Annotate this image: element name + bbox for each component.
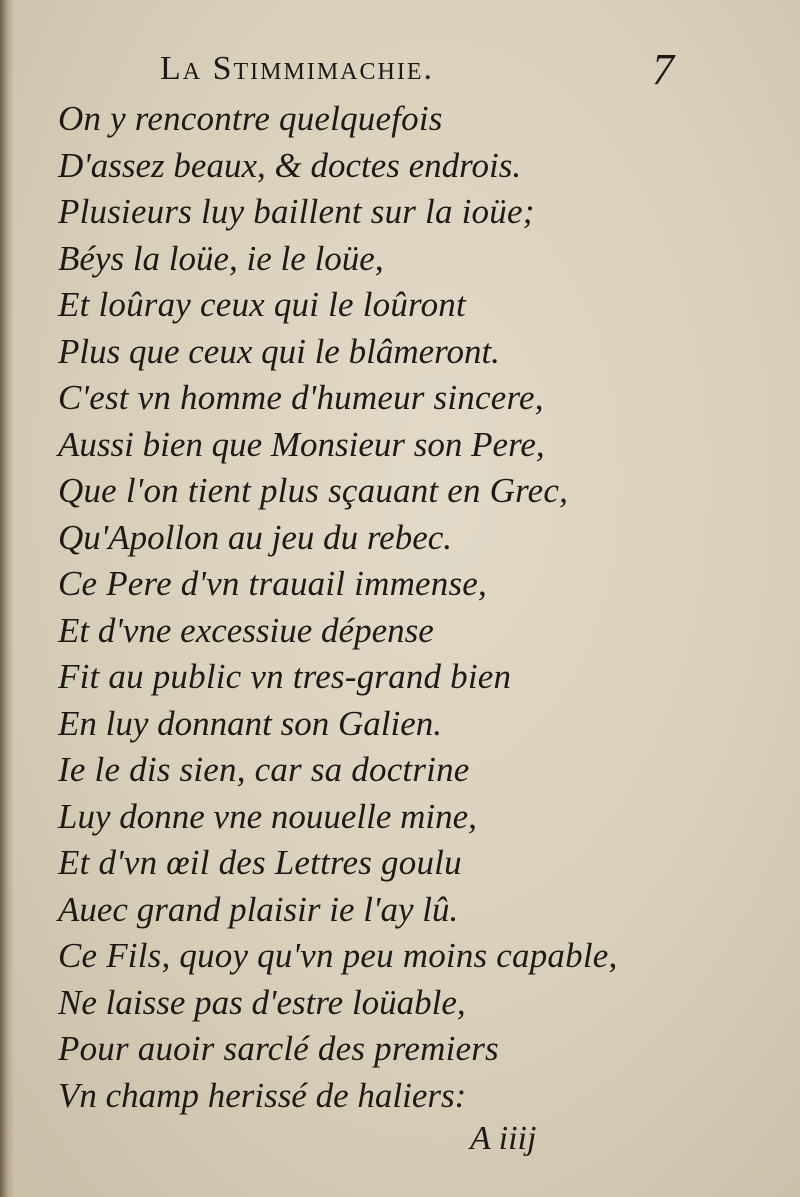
verse-line: Aussi bien que Monsieur son Pere, — [58, 424, 545, 464]
verse-line: En luy donnant son Galien. — [58, 703, 442, 743]
verse-line: Vn champ herissé de haliers: — [58, 1075, 467, 1115]
verse-line: Et d'vn œil des Lettres goulu — [58, 843, 462, 882]
verse-line: Que l'on tient plus sçauant en Grec, — [58, 471, 569, 510]
verse-line: Pour auoir sarclé des premiers — [58, 1029, 499, 1068]
verse-line: Qu'Apollon au jeu du rebec. — [58, 517, 453, 557]
verse-line: On y rencontre quelquefois — [58, 99, 443, 138]
verse-line: Luy donne vne nouuelle mine, — [58, 796, 477, 836]
verse-line: Ce Fils, quoy qu'vn peu moins capable, — [58, 936, 618, 975]
verse-line: Et d'vne excessiue dépense — [58, 610, 434, 650]
verse-line: Fit au public vn tres-grand bien — [58, 657, 512, 696]
page-number: 7 — [652, 45, 674, 94]
verse-line: Béys la loüe, ie le loüe, — [58, 238, 384, 278]
verse-line: C'est vn homme d'humeur sincere, — [58, 378, 544, 417]
page-gutter-shadow — [0, 0, 14, 1197]
verse-line: Auec grand plaisir ie l'ay lû. — [58, 889, 459, 929]
verse-line: Ie le dis sien, car sa doctrine — [58, 750, 470, 789]
running-title: La Stimmimachie. — [160, 50, 434, 87]
verse-line: Et loûray ceux qui le loûront — [58, 285, 466, 324]
signature-mark: A iiij — [470, 1120, 537, 1157]
verse-line: Ne laisse pas d'estre loüable, — [58, 982, 466, 1022]
verse-line: Plus que ceux qui le blâmeront. — [58, 331, 500, 371]
verse-line: Plusieurs luy baillent sur la ioüe; — [58, 192, 535, 231]
verse-line: Ce Pere d'vn trauail immense, — [58, 564, 487, 603]
verse-line: D'assez beaux, & doctes endrois. — [58, 145, 522, 185]
verse-block — [58, 96, 678, 1119]
page-header — [0, 44, 800, 94]
